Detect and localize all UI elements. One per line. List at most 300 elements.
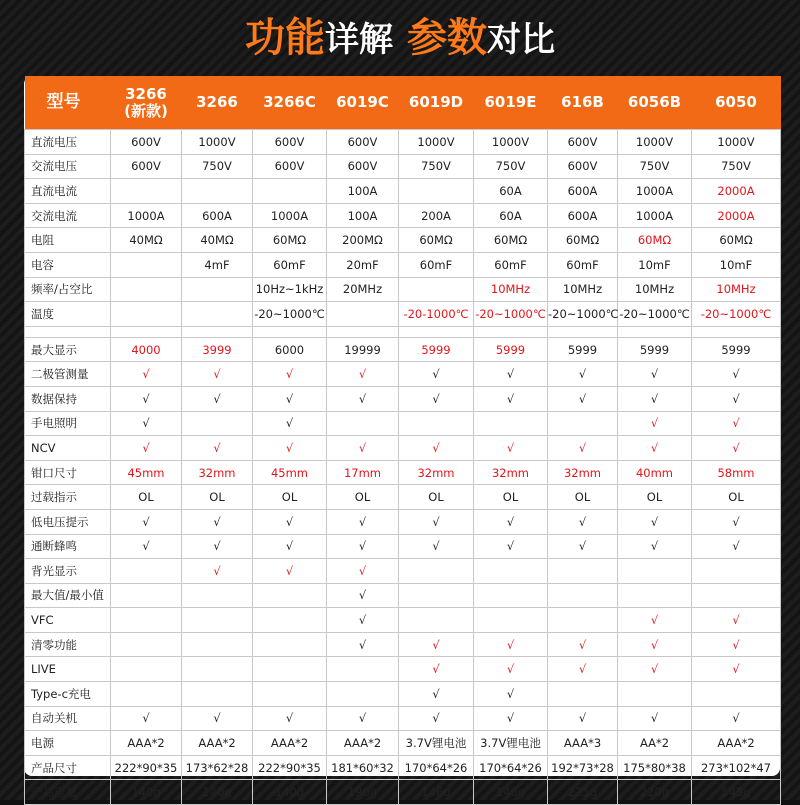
table-cell: 4mF	[182, 252, 253, 277]
table-cell: 1000A	[111, 203, 182, 228]
check-mark: √	[399, 657, 474, 682]
table-cell: 60MΩ	[548, 228, 618, 253]
table-cell: 600A	[548, 179, 618, 204]
table-cell: 750V	[182, 154, 253, 179]
row-label: Type-c充电	[25, 682, 111, 707]
table-row	[25, 337, 781, 362]
table-cell: 1000V	[182, 130, 253, 155]
check-mark: √	[692, 411, 781, 436]
table-row	[25, 411, 781, 436]
table-cell: 10mF	[618, 252, 692, 277]
spacer-cell	[25, 326, 111, 337]
row-label: 最大显示	[25, 337, 111, 362]
table-cell: 5999	[618, 337, 692, 362]
header-model-name: 6050	[692, 76, 781, 130]
table-row	[25, 780, 781, 805]
table-cell: 170*64*26	[399, 755, 474, 780]
table-cell	[474, 559, 548, 584]
table-row	[25, 706, 781, 731]
table-cell	[111, 632, 182, 657]
table-row	[25, 130, 781, 155]
table-cell: OL	[182, 485, 253, 510]
table-cell	[548, 583, 618, 608]
check-mark: √	[618, 411, 692, 436]
table-cell: OL	[111, 485, 182, 510]
table-cell: 10MHz	[474, 277, 548, 302]
spacer-cell	[692, 326, 781, 337]
table-cell	[182, 682, 253, 707]
table-cell: 146g	[474, 780, 548, 805]
title-part-3: 参数	[407, 15, 487, 61]
check-mark: √	[618, 386, 692, 411]
table-cell	[253, 583, 327, 608]
table-cell: 1000V	[399, 130, 474, 155]
table-cell	[182, 179, 253, 204]
spacer-cell	[182, 326, 253, 337]
table-row	[25, 460, 781, 485]
table-cell	[253, 608, 327, 633]
table-cell: 60MΩ	[399, 228, 474, 253]
check-mark: √	[474, 362, 548, 387]
spacer-cell	[474, 326, 548, 337]
table-cell: OL	[474, 485, 548, 510]
table-cell: 5999	[692, 337, 781, 362]
table-cell: 40MΩ	[182, 228, 253, 253]
table-cell: 60MΩ	[474, 228, 548, 253]
table-cell	[618, 682, 692, 707]
check-mark: √	[182, 706, 253, 731]
check-mark: √	[692, 386, 781, 411]
table-row	[25, 302, 781, 327]
title-part-2: 详解	[325, 20, 393, 60]
table-cell: 60mF	[548, 252, 618, 277]
table-cell: 170*64*26	[474, 755, 548, 780]
check-mark: √	[548, 436, 618, 461]
table-cell	[548, 411, 618, 436]
row-label: 交流电压	[25, 154, 111, 179]
table-cell: 45mm	[253, 460, 327, 485]
check-mark: √	[548, 632, 618, 657]
table-cell: 200A	[399, 203, 474, 228]
table-cell	[253, 632, 327, 657]
table-cell: -20~1000℃	[253, 302, 327, 327]
table-cell	[182, 583, 253, 608]
table-cell: AAA*2	[692, 731, 781, 756]
table-cell: 20mF	[327, 252, 399, 277]
table-cell: 750V	[692, 154, 781, 179]
table-row	[25, 228, 781, 253]
check-mark: √	[618, 608, 692, 633]
table-cell	[327, 411, 399, 436]
check-mark: √	[182, 386, 253, 411]
title-part-1: 功能	[245, 15, 325, 61]
table-spacer-row	[25, 326, 781, 337]
check-mark: √	[327, 362, 399, 387]
check-mark: √	[692, 436, 781, 461]
table-cell: OL	[618, 485, 692, 510]
table-cell: 32mm	[399, 460, 474, 485]
table-cell: 190g	[327, 780, 399, 805]
table-row	[25, 362, 781, 387]
table-cell	[182, 302, 253, 327]
table-cell: 3.7V锂电池	[399, 731, 474, 756]
check-mark: √	[474, 436, 548, 461]
check-mark: √	[327, 583, 399, 608]
table-cell: 60mF	[474, 252, 548, 277]
table-cell: 2000A	[692, 203, 781, 228]
table-cell	[111, 252, 182, 277]
table-cell	[692, 559, 781, 584]
table-cell	[474, 411, 548, 436]
spacer-cell	[327, 326, 399, 337]
check-mark: √	[474, 509, 548, 534]
header-model-name: 6019E	[474, 76, 548, 130]
check-mark: √	[111, 509, 182, 534]
check-mark: √	[111, 362, 182, 387]
table-cell: 1000A	[618, 179, 692, 204]
check-mark: √	[182, 559, 253, 584]
check-mark: √	[253, 534, 327, 559]
table-cell: AA*2	[618, 731, 692, 756]
table-cell: 100A	[327, 203, 399, 228]
check-mark: √	[111, 534, 182, 559]
table-cell	[474, 583, 548, 608]
check-mark: √	[618, 362, 692, 387]
table-cell: AAA*3	[548, 731, 618, 756]
table-cell: 17mm	[327, 460, 399, 485]
check-mark: √	[548, 509, 618, 534]
check-mark: √	[327, 386, 399, 411]
check-mark: √	[327, 559, 399, 584]
table-cell: 60MΩ	[253, 228, 327, 253]
table-cell	[111, 657, 182, 682]
check-mark: √	[618, 436, 692, 461]
table-cell	[182, 657, 253, 682]
table-row	[25, 386, 781, 411]
row-label: 钳口尺寸	[25, 460, 111, 485]
page-title	[0, 8, 800, 68]
header-model-label: 型号	[25, 76, 111, 130]
table-cell	[692, 583, 781, 608]
table-cell	[327, 657, 399, 682]
table-cell	[253, 657, 327, 682]
table-cell	[253, 179, 327, 204]
row-label: 直流电流	[25, 179, 111, 204]
table-cell: 192*73*28	[548, 755, 618, 780]
table-row	[25, 436, 781, 461]
table-cell: 600V	[327, 154, 399, 179]
table-cell: 173*62*28	[182, 755, 253, 780]
row-label: 低电压提示	[25, 509, 111, 534]
table-cell: 5999	[474, 337, 548, 362]
table-cell: 40MΩ	[111, 228, 182, 253]
check-mark: √	[182, 362, 253, 387]
table-row	[25, 509, 781, 534]
table-cell: 600V	[327, 130, 399, 155]
table-cell: 1000V	[474, 130, 548, 155]
table-cell: OL	[692, 485, 781, 510]
spec-comparison-table	[24, 76, 781, 805]
row-label: 频率/占空比	[25, 277, 111, 302]
table-cell	[253, 682, 327, 707]
check-mark: √	[399, 509, 474, 534]
check-mark: √	[111, 436, 182, 461]
table-cell: 32mm	[548, 460, 618, 485]
table-cell: 10mF	[692, 252, 781, 277]
table-row	[25, 731, 781, 756]
table-cell: 750V	[474, 154, 548, 179]
row-label: 数据保持	[25, 386, 111, 411]
row-label: 直流电压	[25, 130, 111, 155]
table-row	[25, 252, 781, 277]
check-mark: √	[692, 632, 781, 657]
table-cell: 4000	[111, 337, 182, 362]
check-mark: √	[253, 706, 327, 731]
row-label: 电源	[25, 731, 111, 756]
table-row	[25, 632, 781, 657]
table-cell: 273*102*47	[692, 755, 781, 780]
table-cell: 2000A	[692, 179, 781, 204]
table-cell	[182, 277, 253, 302]
table-cell: -20~1000℃	[474, 302, 548, 327]
table-cell	[692, 682, 781, 707]
table-row	[25, 755, 781, 780]
check-mark: √	[474, 632, 548, 657]
check-mark: √	[399, 362, 474, 387]
check-mark: √	[399, 386, 474, 411]
check-mark: √	[474, 386, 548, 411]
table-cell: 600A	[548, 203, 618, 228]
table-cell	[474, 608, 548, 633]
table-row	[25, 559, 781, 584]
check-mark: √	[474, 534, 548, 559]
row-label: 背光显示	[25, 559, 111, 584]
table-cell: AAA*2	[253, 731, 327, 756]
table-cell: 32mm	[182, 460, 253, 485]
check-mark: √	[253, 436, 327, 461]
check-mark: √	[548, 706, 618, 731]
table-cell: 750V	[618, 154, 692, 179]
row-label: 二极管测量	[25, 362, 111, 387]
comparison-card	[24, 76, 780, 800]
check-mark: √	[618, 534, 692, 559]
table-cell	[182, 608, 253, 633]
table-cell: 45mm	[111, 460, 182, 485]
table-cell: 100A	[327, 179, 399, 204]
row-label: VFC	[25, 608, 111, 633]
table-cell: 60mF	[253, 252, 327, 277]
check-mark: √	[253, 386, 327, 411]
check-mark: √	[253, 509, 327, 534]
table-cell	[548, 608, 618, 633]
check-mark: √	[548, 534, 618, 559]
table-cell: 3.7V锂电池	[474, 731, 548, 756]
check-mark: √	[182, 436, 253, 461]
table-cell: 600V	[548, 154, 618, 179]
table-row	[25, 277, 781, 302]
table-cell: -20-1000℃	[399, 302, 474, 327]
table-cell: AAA*2	[111, 731, 182, 756]
table-cell: 60mF	[399, 252, 474, 277]
check-mark: √	[253, 411, 327, 436]
table-cell: 1000A	[253, 203, 327, 228]
table-cell: 60MΩ	[692, 228, 781, 253]
table-cell: -20~1000℃	[618, 302, 692, 327]
table-cell: 5999	[399, 337, 474, 362]
row-label: 过载指示	[25, 485, 111, 510]
table-cell: 175*80*38	[618, 755, 692, 780]
table-cell	[182, 411, 253, 436]
spacer-cell	[618, 326, 692, 337]
check-mark: √	[327, 509, 399, 534]
check-mark: √	[111, 706, 182, 731]
table-row	[25, 154, 781, 179]
table-cell: AAA*2	[182, 731, 253, 756]
check-mark: √	[399, 632, 474, 657]
check-mark: √	[182, 534, 253, 559]
table-cell: 600V	[548, 130, 618, 155]
spacer-cell	[111, 326, 182, 337]
table-cell: 60MΩ	[618, 228, 692, 253]
table-cell: 181*60*32	[327, 755, 399, 780]
table-cell: 146g	[399, 780, 474, 805]
check-mark: √	[618, 509, 692, 534]
table-cell: 20MHz	[327, 277, 399, 302]
header-model-name: 3266 (新款)	[111, 76, 182, 130]
row-label: 产品尺寸	[25, 755, 111, 780]
check-mark: √	[253, 362, 327, 387]
table-row	[25, 203, 781, 228]
table-cell: 600V	[111, 154, 182, 179]
check-mark: √	[692, 509, 781, 534]
check-mark: √	[111, 411, 182, 436]
table-header-row	[25, 76, 781, 130]
table-cell: 19999	[327, 337, 399, 362]
spacer-cell	[253, 326, 327, 337]
table-row	[25, 534, 781, 559]
table-cell: OL	[327, 485, 399, 510]
check-mark: √	[474, 706, 548, 731]
table-row	[25, 608, 781, 633]
check-mark: √	[399, 706, 474, 731]
check-mark: √	[474, 657, 548, 682]
table-cell	[399, 277, 474, 302]
check-mark: √	[618, 632, 692, 657]
table-cell: 6000	[253, 337, 327, 362]
check-mark: √	[618, 706, 692, 731]
table-cell: 60A	[474, 203, 548, 228]
table-cell: 200MΩ	[327, 228, 399, 253]
table-cell	[111, 682, 182, 707]
table-cell: 10MHz	[548, 277, 618, 302]
table-cell	[548, 682, 618, 707]
row-label: 最大值/最小值	[25, 583, 111, 608]
table-cell: 140g	[182, 780, 253, 805]
table-cell: OL	[399, 485, 474, 510]
table-cell: 600A	[182, 203, 253, 228]
table-cell: 222*90*35	[111, 755, 182, 780]
spacer-cell	[548, 326, 618, 337]
check-mark: √	[692, 534, 781, 559]
table-cell	[548, 559, 618, 584]
table-cell: 10MHz	[618, 277, 692, 302]
table-cell	[327, 682, 399, 707]
table-cell: -20~1000℃	[692, 302, 781, 327]
table-cell: OL	[548, 485, 618, 510]
check-mark: √	[327, 608, 399, 633]
header-model-name: 6056B	[618, 76, 692, 130]
check-mark: √	[618, 657, 692, 682]
table-cell: 10Hz~1kHz	[253, 277, 327, 302]
table-cell: 1000V	[618, 130, 692, 155]
header-model-name: 3266	[182, 76, 253, 130]
check-mark: √	[327, 534, 399, 559]
table-cell	[327, 302, 399, 327]
table-cell: 600V	[253, 154, 327, 179]
table-cell	[111, 559, 182, 584]
check-mark: √	[327, 706, 399, 731]
header-model-name: 6019D	[399, 76, 474, 130]
table-cell	[399, 411, 474, 436]
table-cell: 10MHz	[692, 277, 781, 302]
table-row	[25, 682, 781, 707]
check-mark: √	[474, 682, 548, 707]
table-cell: 5999	[548, 337, 618, 362]
table-cell	[111, 179, 182, 204]
row-label: 自动关机	[25, 706, 111, 731]
table-cell	[111, 277, 182, 302]
table-cell: 1000V	[692, 130, 781, 155]
table-cell: 60A	[474, 179, 548, 204]
table-cell: OL	[253, 485, 327, 510]
table-row	[25, 583, 781, 608]
table-cell	[618, 559, 692, 584]
header-model-name: 6019C	[327, 76, 399, 130]
row-label: 产品重量	[25, 780, 111, 805]
spacer-cell	[399, 326, 474, 337]
table-cell	[399, 583, 474, 608]
table-cell: 32mm	[474, 460, 548, 485]
check-mark: √	[399, 534, 474, 559]
check-mark: √	[692, 706, 781, 731]
check-mark: √	[399, 436, 474, 461]
check-mark: √	[111, 386, 182, 411]
table-cell: 600V	[253, 130, 327, 155]
row-label: 手电照明	[25, 411, 111, 436]
check-mark: √	[548, 386, 618, 411]
table-cell: 3999	[182, 337, 253, 362]
table-cell: 225g	[548, 780, 618, 805]
table-row	[25, 179, 781, 204]
table-cell: -20~1000℃	[548, 302, 618, 327]
table-cell	[182, 632, 253, 657]
table-cell: 40mm	[618, 460, 692, 485]
table-cell	[399, 608, 474, 633]
row-label: 温度	[25, 302, 111, 327]
row-label: 交流电流	[25, 203, 111, 228]
table-cell	[111, 608, 182, 633]
check-mark: √	[399, 682, 474, 707]
check-mark: √	[548, 657, 618, 682]
table-cell: 545g	[692, 780, 781, 805]
table-cell	[618, 583, 692, 608]
table-cell: 140g	[111, 780, 182, 805]
check-mark: √	[327, 632, 399, 657]
table-cell: 1000A	[618, 203, 692, 228]
table-cell	[111, 583, 182, 608]
table-cell: AAA*2	[327, 731, 399, 756]
check-mark: √	[182, 509, 253, 534]
